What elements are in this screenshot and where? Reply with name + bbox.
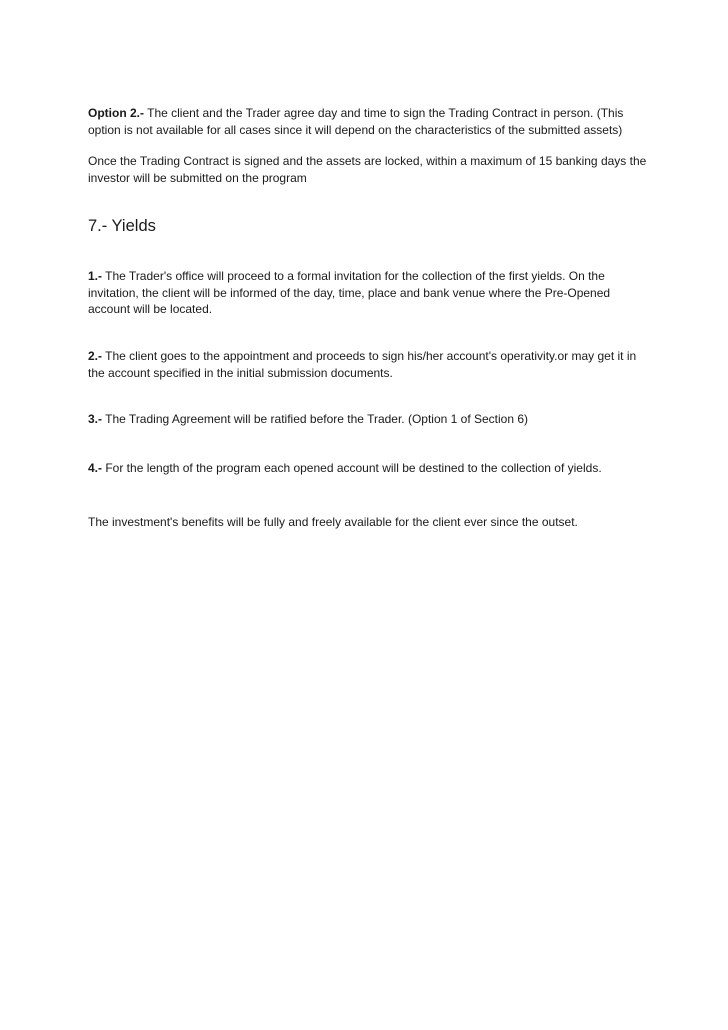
step-3-text: The Trading Agreement will be ratified before the Trader. (Option 1 of Section 6) xyxy=(102,412,529,426)
step-4-text: For the length of the program each opened account will be destined to the collection of yields. xyxy=(102,461,602,475)
step-1-paragraph xyxy=(88,268,648,318)
step-4-paragraph xyxy=(88,460,648,477)
option-2-paragraph xyxy=(88,105,648,138)
step-1-label: 1.- xyxy=(88,269,103,283)
option-2-text: The client and the Trader agree day and time to sign the Trading Contract in person. (This option is not available for all cases since it will depend on the characteristics of the submitted assets) xyxy=(88,106,624,137)
step-1-text: The Trader's office will proceed to a formal invitation for the collection of the first yields. On the invitation, the client will be informed of the day, time, place and bank venue where the Pre-Opened account will be located. xyxy=(88,269,611,316)
step-4-label: 4.- xyxy=(88,461,103,475)
step-2-label: 2.- xyxy=(88,349,103,363)
step-2-text: The client goes to the appointment and proceeds to sign his/her account's operativity.or may get it in the account specified in the initial submission documents. xyxy=(88,349,637,380)
step-2-paragraph xyxy=(88,348,648,381)
step-3-paragraph xyxy=(88,411,648,428)
step-3-label: 3.- xyxy=(88,412,103,426)
contract-note-paragraph: Once the Trading Contract is signed and the assets are locked, within a maximum of 15 banking days the investor will be submitted on the program xyxy=(88,154,647,185)
option-2-label: Option 2.- xyxy=(88,106,144,120)
section-title: 7.- Yields xyxy=(88,217,156,235)
closing-paragraph: The investment's benefits will be fully and freely available for the client ever since the outset. xyxy=(88,515,578,529)
